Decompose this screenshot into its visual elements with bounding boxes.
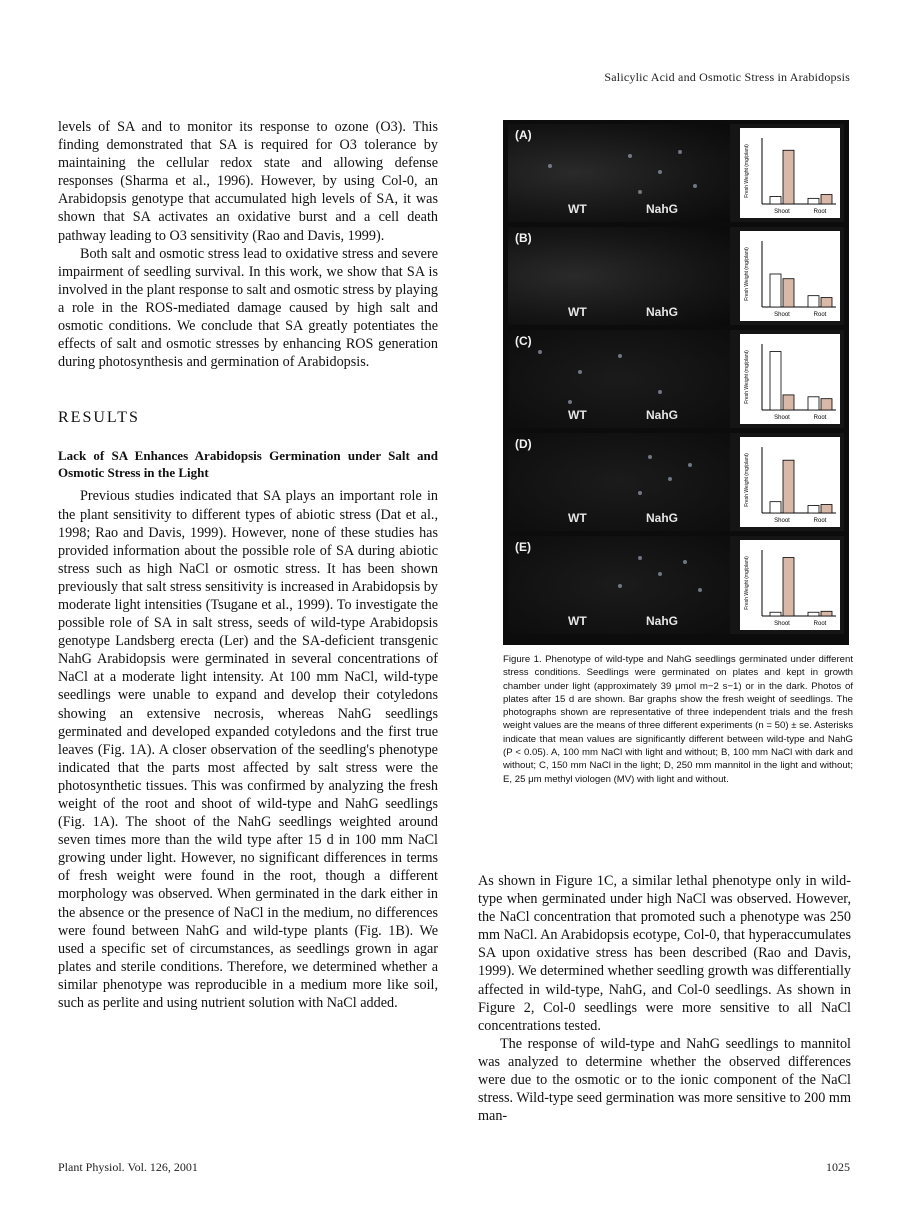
genotype-label-nahg: NahG (646, 614, 679, 628)
genotype-label-wt: WT (568, 305, 587, 319)
panel-label: (D) (515, 437, 532, 451)
bar (770, 612, 781, 616)
footer-journal: Plant Physiol. Vol. 126, 2001 (58, 1160, 198, 1174)
figure-panel-d (508, 433, 844, 531)
x-tick-label: Shoot (774, 209, 790, 215)
bar (821, 505, 832, 513)
bar (821, 298, 832, 307)
figure-panel-c (508, 330, 844, 428)
bar (783, 150, 794, 204)
right-paragraph-1: As shown in Figure 1C, a similar lethal phenotype only in wild-type when germinated under high NaCl was observed. However, the NaCl concentration that promoted such a phenotype was 250 mm NaCl. An Arabidopsis ecotype, Col-0, that hyperaccumulates SA upon oxidative stress has been described (Rao and Davis, 1999). We determined whether seedling growth was differentially affected in wild-type, NahG, and Col-0 seedlings. As shown in Figure 2, Col-0 seedlings were more sensitive to all NaCl concentrations tested. (478, 873, 851, 1034)
results-paragraph-1: Previous studies indicated that SA plays an important role in the plant sensitivity to different types of abiotic stress (Dat et al., 1998; Rao and Davis, 1999). However, none of these studies has provided information about the possible role of SA during abiotic stress such as high NaCl or osmotic stress. It has been shown previously that salt stress sensitivity is increased in Arabidopsis by moderate light intensities (Tsugane et al., 1999). To investigate the possible role of SA in salt stress, seeds of wild-type Arabidopsis genotype Landsberg erecta (Ler) and the SA-deficient transgenic NahG Arabidopsis were germinated in several concentrations of NaCl at a moderate light intensity. At 100 mm NaCl, wild-type seedlings were unable to expand and develop their cotyledons showing an extensive necrosis, whereas NahG seedlings germinated and developed expanded cotyledons and the first true leaves (Fig. 1A). A closer observation of the seedling's phenotype indicated that the parts most affected by salt stress were the photosynthetic tissues. This was confirmed by analyzing the fresh weight of the root and shoot of wild-type and NahG seedlings (Fig. 1A). The shoot of the NahG seedlings weighted around seven times more than the wild type after 15 d in 100 mm NaCl growing under light. However, no significant differences in terms of fresh weight were found in the root, though a different morphology was observed. When germinated in the dark either in the absence or the presence of NaCl in the medium, no differences were found between NahG and wild-type plants (Fig. 1B). We used a specific set of circumstances, as seedlings grown in agar plates and sterile conditions. Therefore, we determined whether a similar phenotype was reproducible in a medium more like soil, such as perlite and using nutrient solution with NaCl added. (58, 488, 438, 1012)
y-axis-label: Fresh Weight (mg/plant) (744, 247, 750, 301)
chart-svg (740, 540, 840, 630)
panel-label: (C) (515, 334, 532, 348)
section-heading: RESULTS (58, 409, 140, 427)
y-axis-label: Fresh Weight (mg/plant) (744, 144, 750, 198)
genotype-label-wt: WT (568, 202, 587, 216)
x-tick-label: Root (813, 209, 827, 215)
bar-chart (740, 437, 840, 527)
panel-label: (B) (515, 231, 532, 245)
left-column (58, 118, 438, 1012)
bar-chart (740, 540, 840, 630)
figure-panel-e (508, 536, 844, 634)
right-column (478, 872, 851, 1125)
genotype-label-nahg: NahG (646, 305, 679, 319)
x-tick-label: Root (813, 415, 827, 421)
bar-chart (740, 231, 840, 321)
right-paragraph-2: The response of wild-type and NahG seedlings to mannitol was analyzed to determine whether the observed differences were due to the osmotic or to the ionic component of the NaCl stress. Wild-type seed germination was more sensitive to 200 mm man- (478, 1035, 851, 1125)
figure-caption: Figure 1. Phenotype of wild-type and NahG seedlings germinated under different stress conditions. Seedlings were germinated on plates and kept in growth chamber under light (approximately 39 μmol m−2 s−1) or in the dark. Photos of plates after 15 d are shown. Bar graphs show the fresh weight of seedlings. The photographs shown are representative of three independent trials and the fresh weight values are the means of three different experiments (n = 50) ± se. Asterisks indicate that mean values are significantly different between wild-type and NahG (P < 0.05). A, 100 mm NaCl with light and without; B, 100 mm NaCl with dark and without; C, 150 mm NaCl in the light; D, 250 mm mannitol in the light and without; E, 25 μm methyl viologen (MV) with light and without. (503, 654, 853, 785)
bar (783, 279, 794, 307)
bar (783, 395, 794, 410)
bar (821, 195, 832, 204)
plate-photo (508, 227, 730, 325)
figure-1 (503, 120, 849, 645)
plate-photo (508, 124, 730, 222)
bar (821, 399, 832, 410)
y-axis-label: Fresh Weight (mg/plant) (744, 350, 750, 404)
y-axis-label: Fresh Weight (mg/plant) (744, 453, 750, 507)
x-tick-label: Root (813, 621, 827, 627)
figure-panel-b (508, 227, 844, 325)
x-tick-label: Root (813, 518, 827, 524)
intro-paragraph-2: Both salt and osmotic stress lead to oxidative stress and severe impairment of seedling survival. In this work, we show that SA is involved in the plant response to salt and osmotic stress by playing a role in the ROS-mediated damage caused by high salt and osmotic conditions. We conclude that SA greatly potentiates the effects of salt and osmotic stresses by enhancing ROS generation during photosynthesis and germination of Arabidopsis. (58, 245, 438, 371)
chart-svg (740, 128, 840, 218)
bar (770, 502, 781, 513)
genotype-label-nahg: NahG (646, 408, 679, 422)
intro-paragraph-1: levels of SA and to monitor its response to ozone (O3). This finding demonstrated that SA is required for O3 tolerance by maintaining the cellular redox state and allowing defense responses (Sharma et al., 1996). However, by using Col-0, an Arabidopsis genotype that accumulated high levels of SA, it was shown that SA activates an oxidative burst and a cell death pathway leading to O3 sensitivity (Rao and Davis, 1999). (58, 119, 438, 244)
bar (808, 198, 819, 204)
bar (783, 558, 794, 616)
bar-chart (740, 128, 840, 218)
chart-svg (740, 231, 840, 321)
chart-svg (740, 334, 840, 424)
chart-svg (740, 437, 840, 527)
bar (770, 274, 781, 307)
x-tick-label: Shoot (774, 518, 790, 524)
y-axis-label: Fresh Weight (mg/plant) (744, 556, 750, 610)
bar (808, 505, 819, 513)
bar (808, 296, 819, 307)
bar (808, 397, 819, 410)
x-tick-label: Shoot (774, 621, 790, 627)
plate-photo (508, 330, 730, 428)
subheading: Lack of SA Enhances Arabidopsis Germination under Salt and Osmotic Stress in the Light (58, 448, 438, 481)
genotype-label-nahg: NahG (646, 511, 679, 525)
figure-panel-a (508, 124, 844, 222)
genotype-label-wt: WT (568, 408, 587, 422)
bar-chart (740, 334, 840, 424)
plate-photo (508, 433, 730, 531)
genotype-label-wt: WT (568, 614, 587, 628)
x-tick-label: Root (813, 312, 827, 318)
x-tick-label: Shoot (774, 312, 790, 318)
bar (808, 612, 819, 616)
bar (783, 460, 794, 513)
panel-label: (A) (515, 128, 532, 142)
genotype-label-wt: WT (568, 511, 587, 525)
x-tick-label: Shoot (774, 415, 790, 421)
panel-label: (E) (515, 540, 531, 554)
running-head: Salicylic Acid and Osmotic Stress in Arabidopsis (604, 70, 850, 84)
bar (821, 611, 832, 616)
footer-page-number: 1025 (826, 1160, 850, 1174)
bar (770, 352, 781, 410)
bar (770, 196, 781, 204)
genotype-label-nahg: NahG (646, 202, 679, 216)
